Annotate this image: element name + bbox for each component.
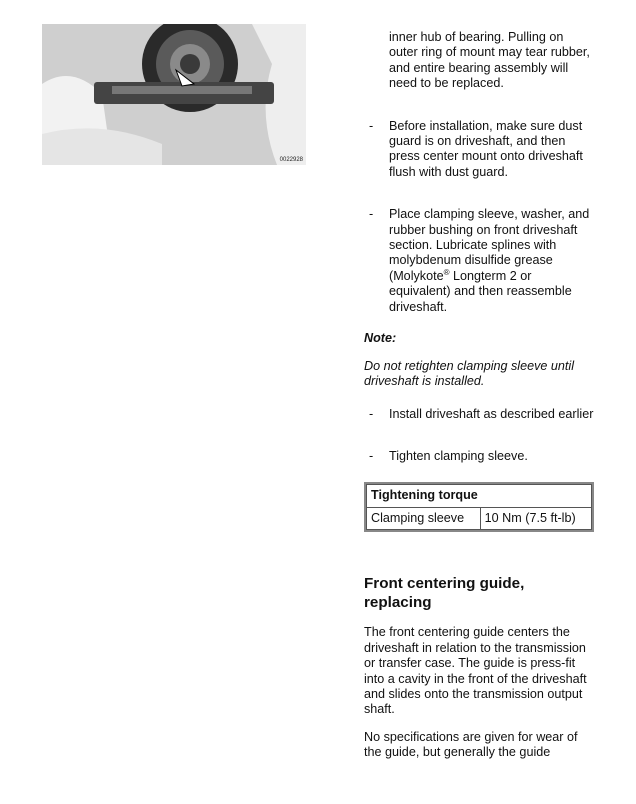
bullet-dash: - — [369, 207, 374, 222]
bullet-item — [364, 119, 594, 181]
bullet-item — [364, 207, 594, 315]
torque-table-frame — [364, 482, 594, 532]
section-heading: Front centering guide, replacing — [364, 575, 525, 612]
bullet-dash: - — [369, 407, 374, 422]
torque-table — [366, 484, 592, 530]
registered-mark: ® — [443, 267, 450, 277]
bullet-item — [364, 407, 594, 422]
bullet-text — [389, 207, 594, 315]
bullet-dash: - — [369, 448, 374, 463]
bearing-photo — [42, 24, 306, 165]
bullet-dash: - — [369, 118, 374, 133]
note-label: Note: — [364, 331, 397, 346]
bullet-text: Before installation, make sure dust guard is on driveshaft, and then press center mount onto driveshaft flush with dust guard. — [389, 118, 583, 179]
table-cell: 10 Nm (7.5 ft-lb) — [480, 507, 591, 529]
table-cell: Clamping sleeve — [367, 507, 481, 529]
figure-id-label: 0022928 — [279, 157, 303, 163]
bullet-text: Tighten clamping sleeve. — [389, 448, 528, 463]
table-row — [367, 507, 592, 529]
paragraph: The front centering guide centers the driveshaft in relation to the transmission or transfer case. The guide is press-fit into a cavity in the front of the driveshaft and slides onto the transmission output shaft. — [364, 625, 587, 717]
bullet-text: Install driveshaft as described earlier — [389, 407, 594, 422]
bearing-illustration — [42, 24, 306, 165]
bullet-item — [364, 449, 594, 464]
text-column — [364, 30, 594, 761]
bullet-text-part: Longterm 2 or equivalent) and then reassemble driveshaft. — [389, 268, 572, 314]
note-text: Do not retighten clamping sleeve until driveshaft is installed. — [364, 358, 575, 388]
paragraph-continued: inner hub of bearing. Pulling on outer ring of mount may tear rubber, and entire bearing assembly will need to be replaced. — [389, 30, 590, 91]
paragraph: No specifications are given for wear of the guide, but generally the guide — [364, 729, 578, 760]
bullet-text-part: Place clamping sleeve, washer, and rubber bushing on front driveshaft section. Lubricate splines with molybdenum disulfide grease (Molykote — [389, 207, 590, 283]
torque-table-header: Tightening torque — [367, 485, 592, 507]
